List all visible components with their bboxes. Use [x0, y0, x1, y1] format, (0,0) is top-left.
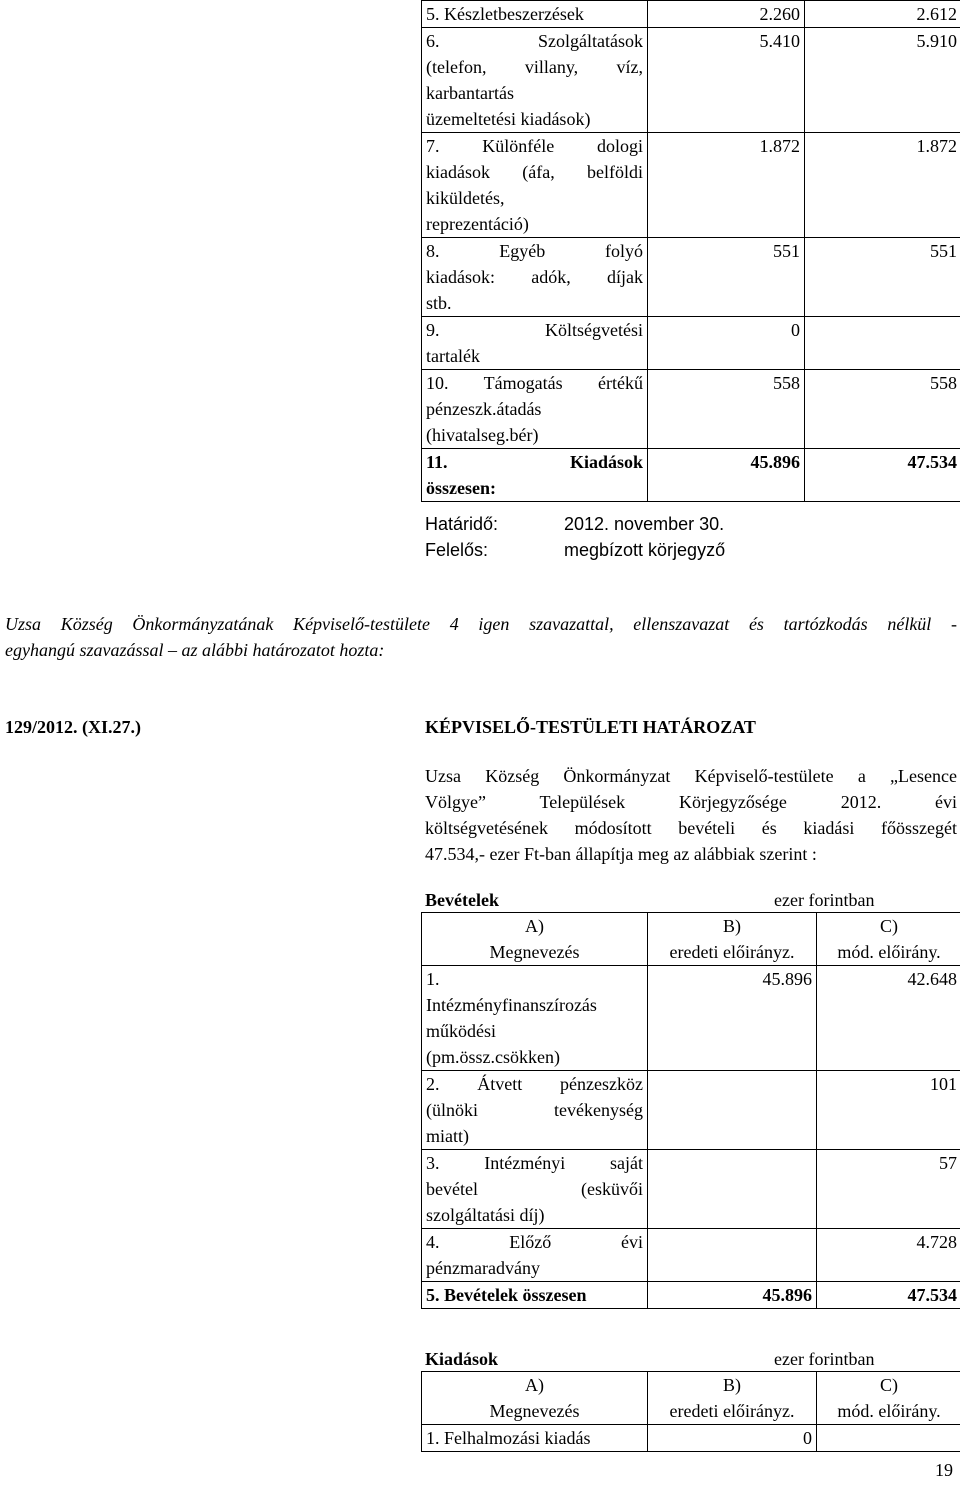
- table-row: [422, 449, 960, 502]
- page-number: 19: [935, 1460, 953, 1480]
- row-label: [422, 966, 648, 1071]
- row-label-line: 2. Átvett pénzeszköz: [426, 1074, 643, 1094]
- row-label-line: (hivatalseg.bér): [426, 425, 539, 445]
- table-row: [422, 1425, 960, 1452]
- revenue-heading: Bevételek: [425, 890, 499, 910]
- row-label-line: 7. Különféle dologi: [426, 136, 643, 156]
- table-row: [422, 1, 960, 28]
- row-label-line: (pm.össz.csökken): [426, 1047, 560, 1067]
- deadline-label: Határidő:: [425, 514, 499, 534]
- original-value: 0: [648, 317, 805, 370]
- original-value: 1.872: [648, 133, 805, 238]
- row-label-line: stb.: [426, 293, 452, 313]
- row-label-line: 8. Egyéb folyó: [426, 241, 643, 261]
- row-label-line: pénzeszk.átadás: [426, 399, 542, 419]
- expenses-table: [421, 1371, 960, 1452]
- original-value: [648, 1071, 817, 1150]
- table-row: [422, 1282, 960, 1309]
- row-label: [422, 1071, 648, 1150]
- deadline-value: 2012. november 30.: [564, 514, 725, 534]
- row-label-line: működési: [426, 1021, 496, 1041]
- row-label-line: bevétel (esküvői: [426, 1179, 643, 1199]
- table-row: [422, 133, 960, 238]
- row-label-line: kiküldetés,: [426, 188, 505, 208]
- revenue-table: [421, 912, 960, 1309]
- header-modified: C) mód. előirány.: [817, 1372, 960, 1425]
- row-label-line: tartalék: [426, 346, 480, 366]
- original-value: 45.896: [648, 1282, 817, 1309]
- modified-value: [817, 1425, 960, 1452]
- resolution-number: 129/2012. (XI.27.): [5, 717, 141, 737]
- row-label: [422, 1229, 648, 1282]
- resolution-body-line: Uzsa Község Önkormányzat Képviselő-testülete a „Lesence: [425, 766, 957, 786]
- table-row: [422, 28, 960, 133]
- row-label-line: reprezentáció): [426, 214, 529, 234]
- row-label-line: miatt): [426, 1126, 469, 1146]
- row-label-line: 3. Intézményi saját: [426, 1153, 643, 1173]
- row-label: [422, 317, 648, 370]
- row-label-line: kiadások: adók, díjak: [426, 267, 643, 287]
- resolution-body-line: költségvetésének módosított bevételi és kiadási főösszegét: [425, 818, 957, 838]
- table-row: [422, 317, 960, 370]
- row-label-line: karbantartás: [426, 83, 514, 103]
- original-value: 551: [648, 238, 805, 317]
- row-label-line: 5. Készletbeszerzések: [426, 4, 584, 24]
- modified-value: 551: [805, 238, 960, 317]
- row-label: [422, 1150, 648, 1229]
- modified-value: 5.910: [805, 28, 960, 133]
- modified-value: 558: [805, 370, 960, 449]
- row-label-line: üzemeltetési kiadások): [426, 109, 591, 129]
- row-label: [422, 238, 648, 317]
- row-label: [422, 370, 648, 449]
- header-original: B) eredeti előirányz.: [648, 1372, 817, 1425]
- vote-text-line: egyhangú szavazással – az alábbi határozatot hozta:: [5, 640, 385, 660]
- modified-value: 2.612: [805, 1, 960, 28]
- row-label-line: összesen:: [426, 478, 496, 498]
- original-value: 45.896: [648, 966, 817, 1071]
- original-value: 0: [648, 1425, 817, 1452]
- row-label: [422, 1282, 648, 1309]
- header-name: A) Megnevezés: [422, 913, 648, 966]
- table-row: [422, 1150, 960, 1229]
- budget-continuation-table: [421, 0, 960, 502]
- table-row: [422, 238, 960, 317]
- resolution-body-line: 47.534,- ezer Ft-ban állapítja meg az alábbiak szerint :: [425, 844, 817, 864]
- revenue-header-row: [422, 913, 960, 966]
- expenses-unit: ezer forintban: [774, 1349, 875, 1369]
- modified-value: 101: [817, 1071, 960, 1150]
- original-value: [648, 1150, 817, 1229]
- original-value: 2.260: [648, 1, 805, 28]
- revenue-unit: ezer forintban: [774, 890, 875, 910]
- row-label-line: 1.: [426, 969, 440, 989]
- original-value: 45.896: [648, 449, 805, 502]
- row-label-line: 10. Támogatás értékű: [426, 373, 643, 393]
- modified-value: 57: [817, 1150, 960, 1229]
- row-label-line: 4. Előző évi: [426, 1232, 643, 1252]
- row-label-line: 6. Szolgáltatások: [426, 31, 643, 51]
- row-label-line: kiadások (áfa, belföldi: [426, 162, 643, 182]
- row-label-line: 1. Felhalmozási kiadás: [426, 1428, 591, 1448]
- responsible-label: Felelős:: [425, 540, 489, 560]
- original-value: [648, 1229, 817, 1282]
- row-label-line: (ülnöki tevékenység: [426, 1100, 643, 1120]
- resolution-title: KÉPVISELŐ-TESTÜLETI HATÁROZAT: [425, 717, 756, 737]
- row-label-line: Intézményfinanszírozás: [426, 995, 597, 1015]
- original-value: 5.410: [648, 28, 805, 133]
- row-label-line: pénzmaradvány: [426, 1258, 540, 1278]
- table-row: [422, 1229, 960, 1282]
- table-row: [422, 966, 960, 1071]
- row-label-line: 5. Bevételek összesen: [426, 1285, 587, 1305]
- modified-value: 47.534: [817, 1282, 960, 1309]
- modified-value: [805, 317, 960, 370]
- row-label: [422, 28, 648, 133]
- expenses-header-row: [422, 1372, 960, 1425]
- header-modified: C) mód. előirány.: [817, 913, 960, 966]
- original-value: 558: [648, 370, 805, 449]
- responsible-value: megbízott körjegyző: [564, 540, 726, 560]
- row-label-line: (telefon, villany, víz,: [426, 57, 643, 77]
- expenses-heading: Kiadások: [425, 1349, 499, 1369]
- header-original: B) eredeti előirányz.: [648, 913, 817, 966]
- row-label-line: 11. Kiadások: [426, 452, 643, 472]
- resolution-body-line: Völgye” Települések Körjegyzősége 2012. évi: [425, 792, 957, 812]
- resolution-body: [425, 763, 957, 867]
- vote-text: [5, 611, 957, 663]
- modified-value: 4.728: [817, 1229, 960, 1282]
- row-label-line: szolgáltatási díj): [426, 1205, 545, 1225]
- row-label: [422, 449, 648, 502]
- modified-value: 47.534: [805, 449, 960, 502]
- table-row: [422, 370, 960, 449]
- row-label-line: 9. Költségvetési: [426, 320, 643, 340]
- row-label: [422, 133, 648, 238]
- header-name: A) Megnevezés: [422, 1372, 648, 1425]
- row-label: [422, 1, 648, 28]
- modified-value: 1.872: [805, 133, 960, 238]
- table-row: [422, 1071, 960, 1150]
- row-label: [422, 1425, 648, 1452]
- modified-value: 42.648: [817, 966, 960, 1071]
- vote-text-line: Uzsa Község Önkormányzatának Képviselő-testülete 4 igen szavazattal, ellenszavazat és tartózkodás nélkül -: [5, 614, 957, 634]
